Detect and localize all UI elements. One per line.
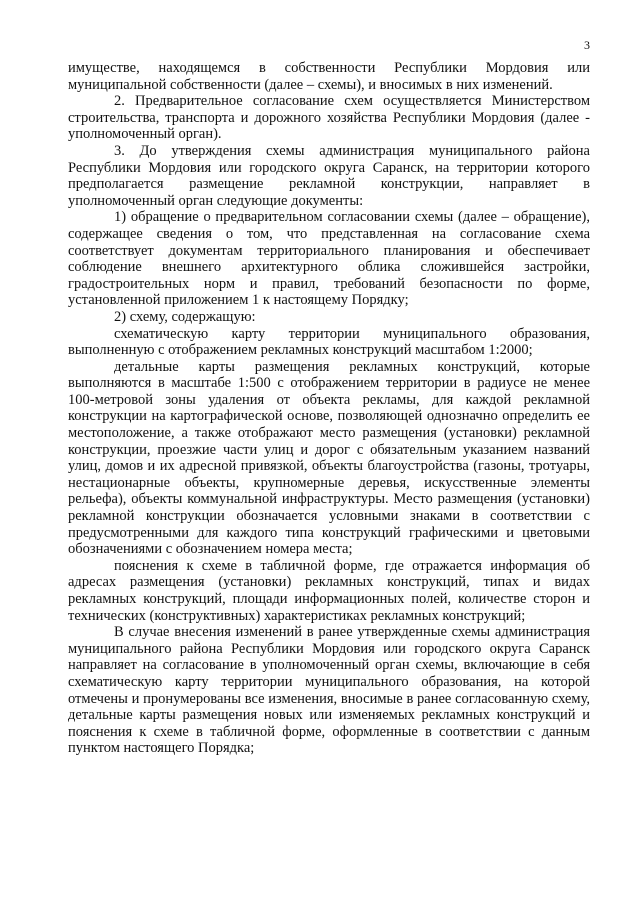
paragraph-changes: В случае внесения изменений в ранее утвержденные схемы администрация муниципального района Республики Мордовия или городского округа Саранск направляет на согласование в уполномоченный орган схемы, включающие в себя схематическую карту территории муниципального образования, на которой отмечены и пронумерованы все изменения, вносимые в ранее согласованную схему, детальные карты размещения новых или изменяемых рекламных конструкций и пояснения к схеме в табличной форме, оформленные в соответствии с данным пунктом настоящего Порядка; xyxy=(68,624,590,757)
paragraph-subitem-1: 1) обращение о предварительном согласовании схемы (далее – обращение), содержащее сведения о том, что представленная на согласование схема соответствует документам территориального планирования и обеспечивает соблюдение внешнего архитектурного облика сложившейся застройки, градостроительных норм и правил, требований безопасности по форме, установленной приложением 1 к настоящему Порядку; xyxy=(68,209,590,309)
paragraph-continuation: имуществе, находящемся в собственности Республики Мордовия или муниципальной собственности (далее – схемы), и вносимых в них изменений. xyxy=(68,60,590,93)
paragraph-item-3: 3. До утверждения схемы администрация муниципального района Республики Мордовия или городского округа Саранск, на территории которого предполагается размещение рекламной конструкции, направляет в уполномоченный орган следующие документы: xyxy=(68,142,590,209)
page-number: 3 xyxy=(584,38,590,52)
document-body xyxy=(68,60,590,757)
paragraph-detailed-maps: детальные карты размещения рекламных конструкций, которые выполняются в масштабе 1:500 с отображением территории в радиусе не менее 100-метровой зоны удаления от объекта рекламы, для каждой рекламной конструкции на картографической основе, позволяющей однозначно определить ее местоположение, а также отображают место размещения (установки) рекламной конструкции, проезжие части улиц и дорог с обязательным указанием названий улиц, домов и их адресной привязкой, объекты благоустройства (газоны, тротуары, нестационарные объекты, крупномерные деревья, искусственные элементы рельефа), объекты коммунальной инфраструктуры. Место размещения (установки) рекламной конструкции обозначается условными знаками в соответствии с предусмотренными для каждого типа конструкций графическими и цветовыми обозначениями с обозначением номера места; xyxy=(68,358,590,558)
paragraph-schematic-map: схематическую карту территории муниципального образования, выполненную с отображением рекламных конструкций масштабом 1:2000; xyxy=(68,325,590,359)
paragraph-table-explanations: пояснения к схеме в табличной форме, где отражается информация об адресах размещения (установки) рекламных конструкций, типах и видах рекламных конструкций, площади информационных полей, количестве сторон и технических (конструктивных) характеристиках рекламных конструкций; xyxy=(68,557,590,624)
paragraph-item-2: 2. Предварительное согласование схем осуществляется Министерством строительства, транспорта и дорожного хозяйства Республики Мордовия (далее - уполномоченный орган). xyxy=(68,93,590,143)
paragraph-subitem-2: 2) схему, содержащую: xyxy=(114,308,256,325)
